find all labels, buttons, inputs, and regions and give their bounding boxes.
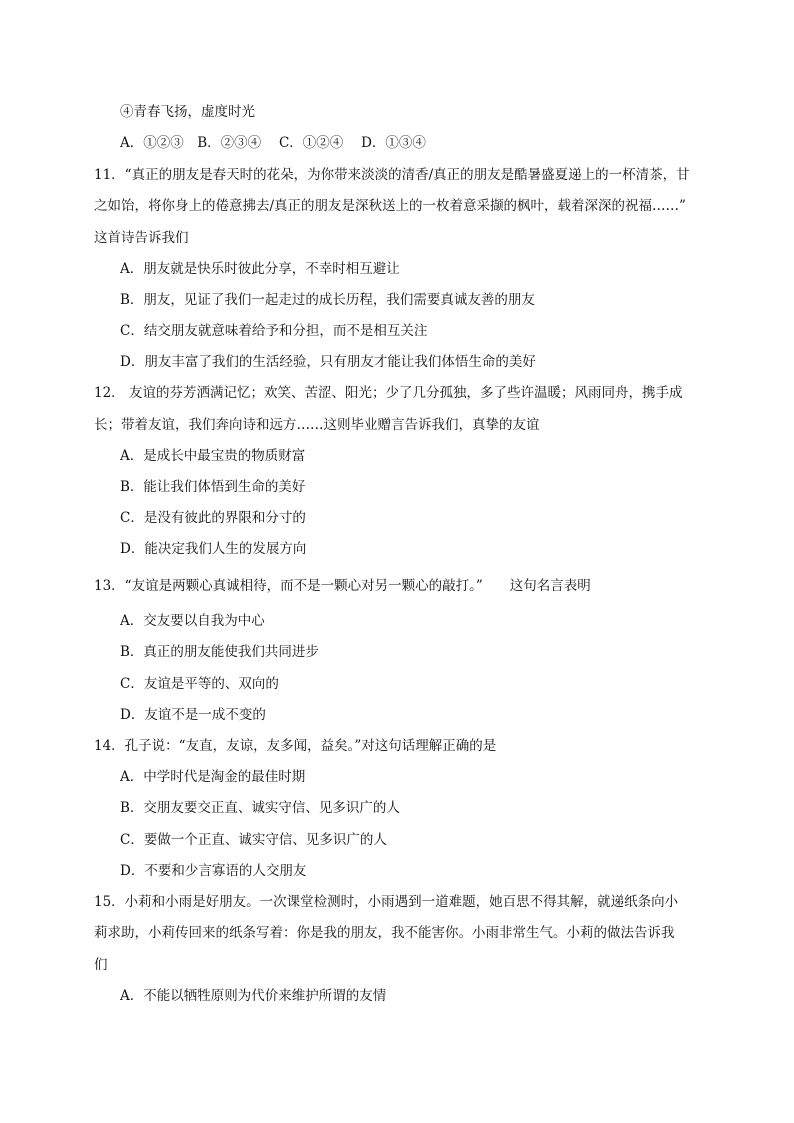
q11-option-a: A．朋友就是快乐时彼此分享，不幸时相互避让 <box>120 261 400 277</box>
q12-stem-line: 长；带着友谊，我们奔向诗和远方……这则毕业赠言告诉我们，真挚的友谊 <box>94 417 540 433</box>
q11-stem-line: 这首诗告诉我们 <box>94 230 189 246</box>
q12-option-d: D．能决定我们人生的发展方向 <box>120 541 307 557</box>
q12-option-b: B．能让我们体悟到生命的美好 <box>120 479 306 495</box>
q14-option-c: C．要做一个正直、诚实守信、见多识广的人 <box>120 832 387 848</box>
q13-option-a: A．交友要以自我为中心 <box>120 613 265 629</box>
q11-stem-line: 之如饴，将你身上的倦意拂去/真正的朋友是深秋送上的一枚着意采撷的枫叶，载着深深的祝福……” <box>94 198 686 214</box>
q12-stem-line: 12． 友谊的芬芳洒满记忆；欢笑、苦涩、阳光；少了几分孤独，多了些许温暖；风雨同舟，携手成 <box>94 385 683 401</box>
q12-option-a: A．是成长中最宝贵的物质财富 <box>120 448 306 464</box>
q13-option-b: B．真正的朋友能使我们共同进步 <box>120 644 319 660</box>
q11-option-c: C．结交朋友就意味着给予和分担，而不是相互关注 <box>120 323 428 339</box>
q13-option-d: D．友谊不是一成不变的 <box>120 707 266 723</box>
q14-option-d: D．不要和少言寡语的人交朋友 <box>120 863 307 879</box>
q15-stem-line: 们 <box>94 957 108 973</box>
q14-option-b: B．交朋友要交正直、诚实守信、见多识广的人 <box>120 800 400 816</box>
item-4-line: ④青春飞扬，虚度时光 <box>120 104 255 120</box>
q14-option-a: A．中学时代是淘金的最佳时期 <box>120 769 306 785</box>
q11-option-d: D．朋友丰富了我们的生活经验，只有朋友才能让我们体悟生命的美好 <box>120 354 536 370</box>
q12-option-c: C．是没有彼此的界限和分寸的 <box>120 510 306 526</box>
q15-stem-line: 莉求助，小莉传回来的纸条写着：你是我的朋友，我不能害你。小雨非常生气。小莉的做法告诉我 <box>94 925 675 941</box>
q15-stem-line: 15．小莉和小雨是好朋友。一次课堂检测时，小雨遇到一道难题，她百思不得其解，就递纸条向小 <box>94 894 679 910</box>
q13-stem-line: 13．“友谊是两颗心真诚相待，而不是一颗心对另一颗心的敲打。” 这句名言表明 <box>94 578 591 594</box>
q13-option-c: C．友谊是平等的、双向的 <box>120 676 279 692</box>
q15-option-a: A．不能以牺牲原则为代价来维护所谓的友情 <box>120 988 387 1004</box>
q11-option-b: B．朋友，见证了我们一起走过的成长历程，我们需要真诚友善的朋友 <box>120 292 535 308</box>
top-choices: A．①②③ B．②③④ C．①②④ D．①③④ <box>120 135 426 151</box>
q14-stem-line: 14．孔子说：“友直，友谅，友多闻，益矣。”对这句话理解正确的是 <box>94 738 497 754</box>
q11-stem-line: 11．“真正的朋友是春天时的花朵，为你带来淡淡的清香/真正的朋友是酷暑盛夏递上的一杯清茶，甘 <box>94 167 690 183</box>
